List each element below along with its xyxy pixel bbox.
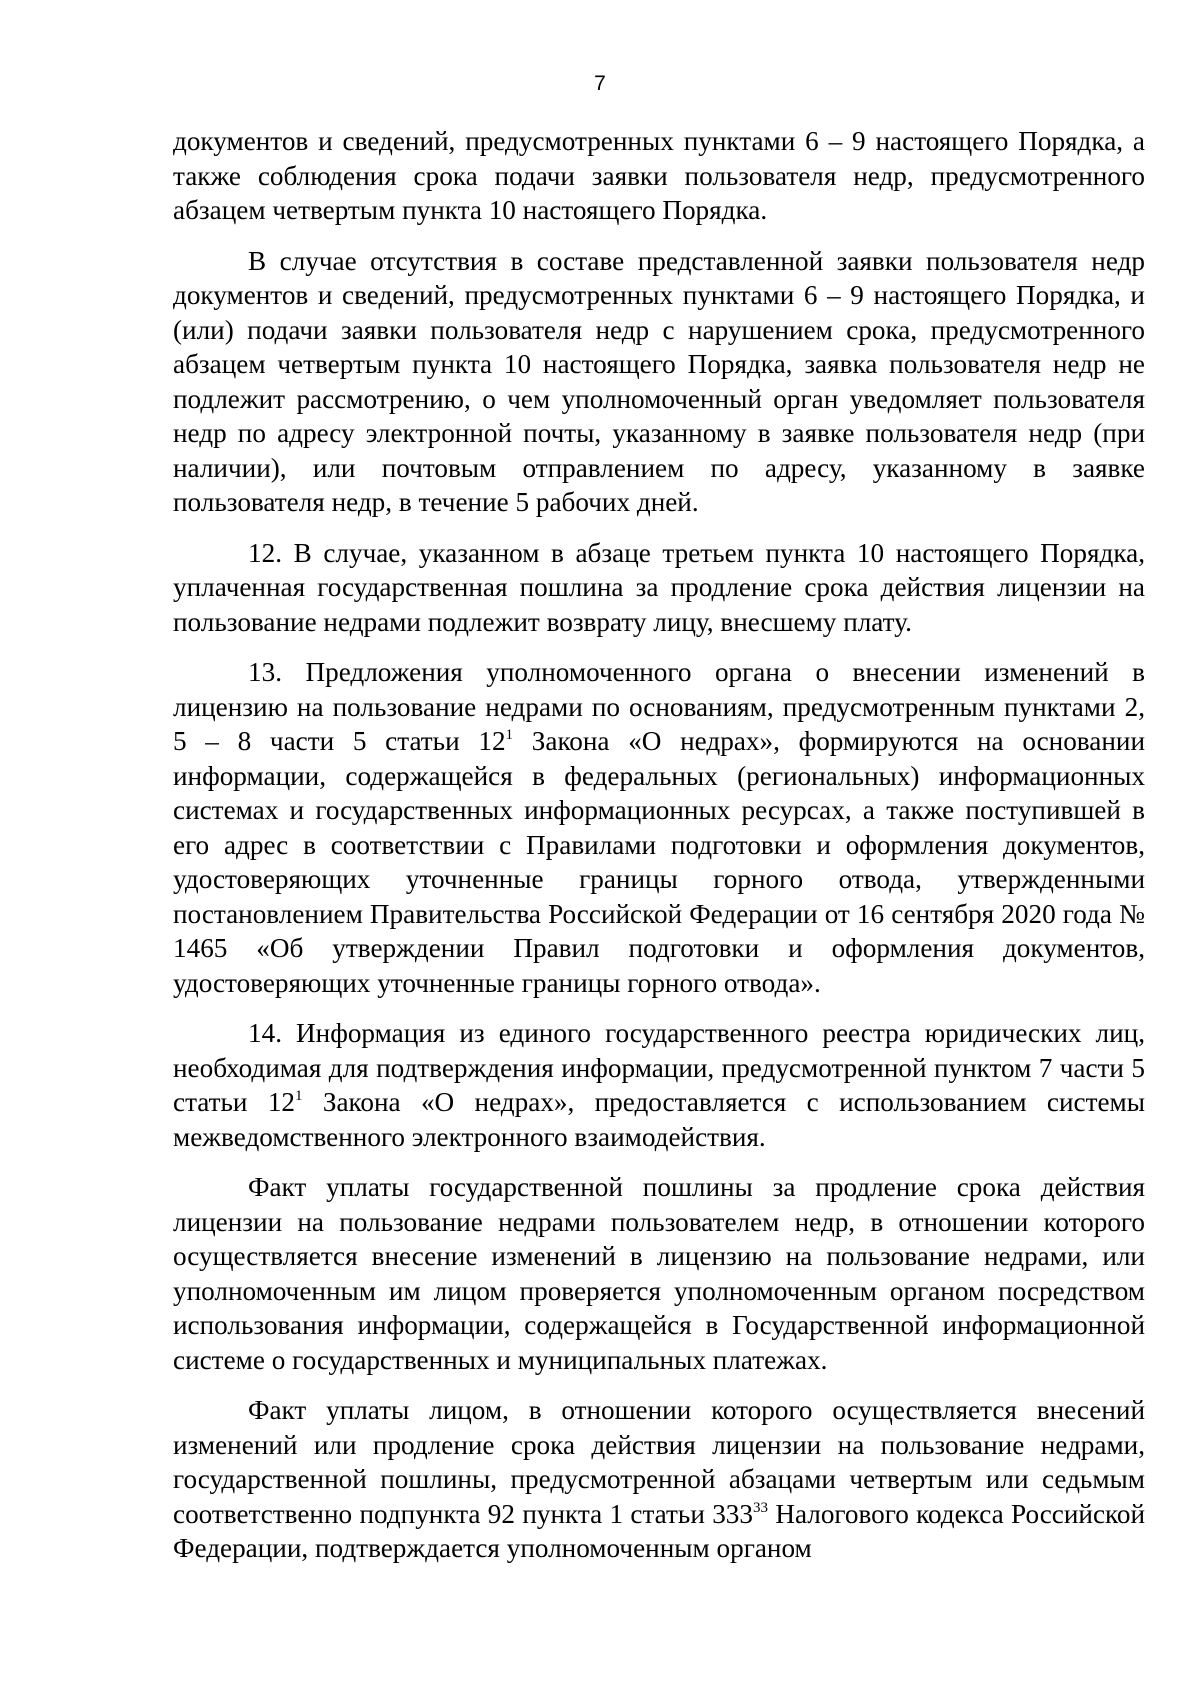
- paragraph-item-14-text-b: Закона «О недрах», предоставляется с использованием системы межведомственного электронного взаимодействия.: [173, 1087, 1145, 1152]
- paragraph-item-14-text-a: 14. Информация из единого государственного реестра юридических лиц, необходимая для подтверждения информации, предусмотренной пунктом 7 части 5 статьи 12: [173, 1018, 1145, 1117]
- page-number: 7: [594, 72, 606, 95]
- paragraph-fee-confirmation: [173, 1393, 1145, 1566]
- paragraph-return-of-application: В случае отсутствия в составе представленной заявки пользователя недр документов и сведений, предусмотренных пунктами 6 – 9 настоящего Порядка, и (или) подачи заявки пользователя недр с нарушением срока, предусмотренного абзацем четвертым пункта 10 настоящего Порядка, заявка пользователя недр не подлежит рассмотрению, о чем уполномоченный орган уведомляет пользователя недр по адресу электронной почты, указанному в заявке пользователя недр (при наличии), или почтовым отправлением по адресу, указанному в заявке пользователя недр, в течение 5 рабочих дней.: [173, 245, 1145, 517]
- article-superscript: 1: [295, 1088, 303, 1104]
- paragraph-item-13-text-a: 13. Предложения уполномоченного органа о внесении изменений в лицензию на пользование недрами по основаниям, предусмотренным пунктами 2, 5 – 8 части 5 статьи 12: [173, 657, 1145, 756]
- paragraph-item-14: [173, 1016, 1145, 1154]
- paragraph-item-13-text-b: Закона «О недрах», формируются на основании информации, содержащейся в федеральных (региональных) информационных системах и государственных информационных ресурсах, а также поступившей в его адрес в соответствии с Правилами подготовки и оформления документов, удостоверяющих уточненные границы горного отвода, утвержденными постановлением Правительства Российской Федерации от 16 сентября 2020 года № 1465 «Об утверждении Правил подготовки и оформления документов, удостоверяющих уточненные границы горного отвода».: [173, 726, 1145, 998]
- document-body: [173, 124, 1145, 1582]
- paragraph-fee-confirmation-text-b: Налогового кодекса Российской Федерации, подтверждается уполномоченным органом: [173, 1498, 1145, 1563]
- paragraph-item-13: [173, 655, 1145, 1000]
- paragraph-item-12: 12. В случае, указанном в абзаце третьем пункта 10 настоящего Порядка, уплаченная государственная пошлина за продление срока действия лицензии на пользование недрами подлежит возврату лицу, внесшему плату.: [173, 537, 1145, 637]
- paragraph-fee-confirmation-text-a: Факт уплаты лицом, в отношении которого осуществляется внесений изменений или продление срока действия лицензии на пользование недрами, государственной пошлины, предусмотренной абзацами четвертым или седьмым соответственно подпункта 92 пункта 1 статьи 333: [173, 1395, 1145, 1529]
- article-superscript: 33: [753, 1499, 768, 1516]
- paragraph-fee-verification: Факт уплаты государственной пошлины за продление срока действия лицензии на пользование недрами пользователем недр, в отношении которого осуществляется внесение изменений в лицензию на пользование недрами, или уполномоченным им лицом проверяется уполномоченным органом посредством использования информации, содержащейся в Государственной информационной системе о государственных и муниципальных платежах.: [173, 1172, 1145, 1375]
- paragraph-continuation: документов и сведений, предусмотренных пунктами 6 – 9 настоящего Порядка, а также соблюдения срока подачи заявки пользователя недр, предусмотренного абзацем четвертым пункта 10 настоящего Порядка.: [173, 126, 1145, 225]
- article-superscript: 1: [505, 727, 514, 743]
